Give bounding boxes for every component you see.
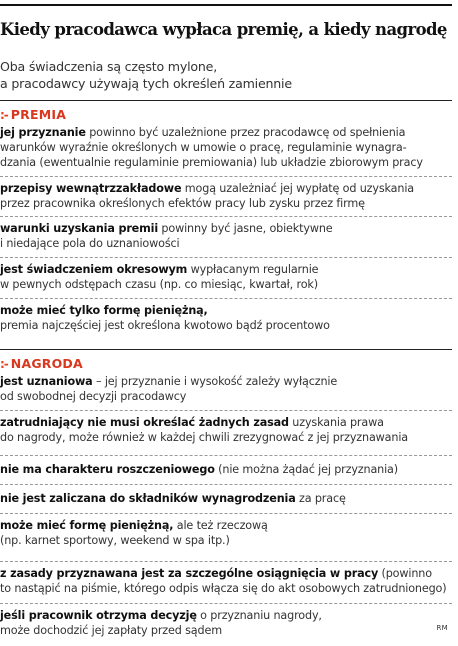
item-text: to nastąpić na piśmie, którego odpis włącza się do akt osobowych zatrudnionego)	[0, 582, 447, 595]
item-text: powinny być jasne, obiektywne	[158, 222, 333, 235]
item-text: i niedające pola do uznaniowości	[0, 237, 180, 250]
item-bold: jej przyznanie	[0, 126, 86, 139]
list-item	[0, 566, 452, 596]
divider	[0, 176, 452, 177]
item-text: (np. karnet sportowy, weekend w spa itp.)	[0, 534, 230, 547]
subtitle	[0, 58, 452, 92]
list-item	[0, 262, 452, 292]
divider	[0, 561, 452, 562]
item-text: uzyskania prawa	[288, 416, 384, 429]
item-text: wypłacanym regularnie	[187, 263, 319, 276]
item-text: może dochodzić jej zapłaty przed sądem	[0, 624, 222, 637]
divider	[0, 603, 452, 604]
item-text: o przyznaniu nagrody,	[196, 609, 322, 622]
list-item	[0, 462, 452, 477]
item-bold: zatrudniający nie musi określać żadnych zasad	[0, 416, 289, 429]
item-bold: może mieć formę pieniężną,	[0, 519, 174, 532]
item-text: – jej przyznanie i wysokość zależy wyłącznie	[92, 375, 338, 388]
item-bold: jest uznaniowa	[0, 375, 93, 388]
list-item	[0, 303, 452, 333]
section-label: NAGRODA	[10, 356, 83, 371]
list-item	[0, 125, 452, 170]
item-text: mogą uzależniać jej wypłatę od uzyskania	[181, 182, 414, 195]
item-text: za pracę	[295, 492, 346, 505]
item-bold: może mieć tylko formę pieniężną,	[0, 304, 208, 317]
item-text: premia najczęściej jest określona kwotowo bądź procentowo	[0, 319, 330, 332]
item-bold: warunki uzyskania premii	[0, 222, 159, 235]
subtitle-line: Oba świadczenia są często mylone,	[0, 59, 218, 74]
list-item	[0, 608, 452, 638]
subtitle-line: a pracodawcy używają tych określeń zamiennie	[0, 76, 292, 91]
section-marker-icon: :-	[0, 108, 8, 122]
list-item	[0, 491, 452, 506]
top-rule	[0, 4, 452, 6]
section-header-nagroda	[0, 349, 452, 371]
section-header-premia	[0, 100, 452, 122]
section-marker-icon: :-	[0, 357, 8, 371]
list-item	[0, 374, 452, 404]
item-bold: przepisy wewnątrzzakładowe	[0, 182, 182, 195]
author-credit: RM	[436, 624, 448, 632]
item-text: ale też rzeczową	[173, 519, 268, 532]
item-bold: jeśli pracownik otrzyma decyzję	[0, 609, 197, 622]
list-item	[0, 518, 452, 548]
item-text: (powinno	[378, 567, 432, 580]
item-text: (nie można żądać jej przyznania)	[214, 463, 398, 476]
list-item	[0, 221, 452, 251]
item-bold: z zasady przyznawana jest za szczególne osiągnięcia w pracy	[0, 567, 379, 580]
divider	[0, 257, 452, 258]
item-text: do nagrody, może również w każdej chwili zrezygnować z jej przyznawania	[0, 431, 408, 444]
divider	[0, 410, 452, 411]
item-bold: nie ma charakteru roszczeniowego	[0, 463, 215, 476]
item-text: w pewnych odstępach czasu (np. co miesiąc, kwartał, rok)	[0, 278, 318, 291]
item-bold: nie jest zaliczana do składników wynagrodzenia	[0, 492, 296, 505]
divider	[0, 513, 452, 514]
list-item	[0, 415, 452, 445]
divider	[0, 298, 452, 299]
divider	[0, 455, 452, 456]
item-text: dzania (ewentualnie regulaminie premiowania) lub układzie zbiorowym pracy	[0, 156, 423, 169]
item-bold: jest świadczeniem okresowym	[0, 263, 188, 276]
item-text: warunków wyraźnie określonych w umowie o pracę, regulaminie wynagra-	[0, 141, 407, 154]
divider	[0, 484, 452, 485]
list-item	[0, 181, 452, 211]
item-text: przez pracownika określonych efektów pracy lub zysku przez firmę	[0, 197, 365, 210]
page-title: Kiedy pracodawca wypłaca premię, a kiedy nagrodę	[0, 20, 447, 39]
divider	[0, 216, 452, 217]
item-text: powinno być uzależnione przez pracodawcę od spełnienia	[85, 126, 406, 139]
item-text: od swobodnej decyzji pracodawcy	[0, 390, 187, 403]
section-label: PREMIA	[10, 107, 67, 122]
